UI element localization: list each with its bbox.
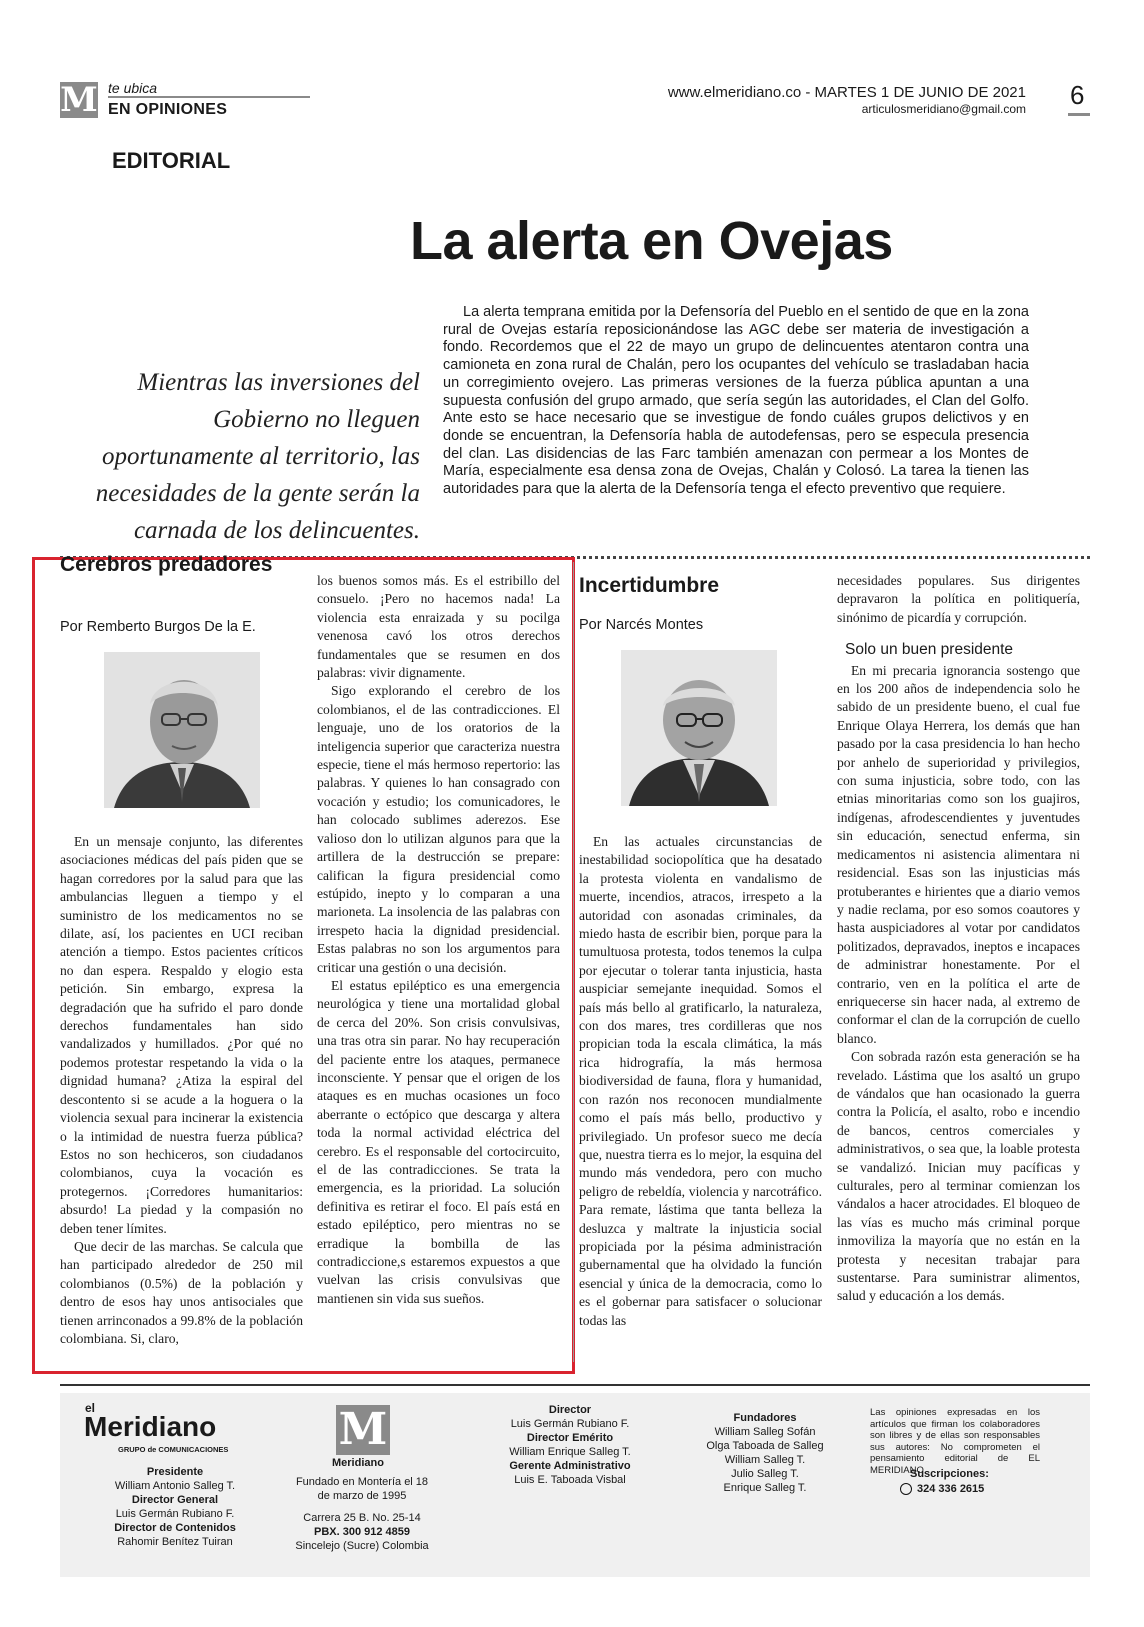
article1-byline: Por Remberto Burgos De la E. [60,619,256,635]
bottom-rule [60,1384,1090,1386]
label: Director de Contenidos [114,1522,236,1534]
article1-title: Cerebros predadores [60,553,273,576]
article2-title: Incertidumbre [579,574,720,597]
article2-column2 [837,572,1080,1306]
author-photo-burgos [104,652,260,808]
subscriptions-phone: 324 336 2615 [917,1483,985,1495]
article1-column2 [317,572,560,1308]
brand-subtitle: GRUPO de COMUNICACIONES [118,1445,229,1454]
article1-column1 [60,833,303,1348]
label: Director General [131,1494,219,1506]
address: Carrera 25 B. No. 25-14 [303,1512,421,1524]
meridiano-logo: M [60,80,98,120]
article2-subhead: Solo un buen presidente [845,641,1014,659]
name: William Antonio Salleg T. [114,1480,236,1492]
name: William Salleg T. [724,1454,806,1466]
paragraph: los buenos somos más. Es el estribillo del consuelo. ¡Pero no hacemos nada! La violencia esta enraizada y su pocilga venenosa cavó los otros derechos fundamentales que se resumen en dos palabras: vivir dignamente. [317,573,560,681]
paragraph: En un mensaje conjunto, las diferentes asociaciones médicas del país piden que se hagan corredores por la salud para que las ambulancias lleguen a tiempo y el suministro de los medicamentos no se dilate, así, los pacientes en UCI reciban atención a tiempo. Estos pacientes críticos no dan espera. Respaldo y elogio esta petición. Sin embargo, expresa la degradación que ha sufrido el paro donde derechos fundamentales han sido vandalizados y humillados. ¿Por qué no podemos protestar respetando la vida o la dignidad humana? ¿Atiza la espiral del descontento si se acude a la hoguera o la violencia sexual para incinerar la existencia o la intimidad de nuestra fuerza pública? Estos no son hechiceros, son ciudadanos colombianos, cuya la vocación es protegernos. ¡Corredores humanitarios: absurdo! La piedad y la compasión no deben tener límites. [60,834,303,1236]
label: Director Emérito [526,1432,614,1444]
tagline: te ubica [108,80,158,96]
page-number: 6 [1070,80,1085,110]
email-link[interactable]: articulosmeridiano@gmail.com [861,102,1026,116]
editorial-headline: La alerta en Ovejas [410,211,893,271]
name: Olga Taboada de Salleg [706,1440,824,1452]
editorial-body: La alerta temprana emitida por la Defensoría del Pueblo en el sentido de que en la zona rural de Ovejas estaría reposicionándose las AGC debe ser materia de investigación a fondo. Recordemos que el 22 de mayo un grupo de delincuentes atentaron contra una camioneta en zona rural de Chalán, pero los ocupantes del vehículo se trasladaban hacia un corregimiento ovejero. Las primeras versiones de la fuerza pública apuntan a una supuesta confusión del grupo armado, que sería según las autoridades, el Clan del Golfo. Ante esto se hace necesario que se investigue de fondo cuáles grupos delictivos y en donde se encuentran, la Defensoría habla de autodefensas, pero se especula presencia del clan. Las disidencias de las Farc también amenazan con permear a los Montes de María, especialmente esa densa zona de Ovejas, Chalán y Colosó. La tarea la tienen las autoridades para que la alerta de la Defensoría tenga el efecto preventivo que requiere. [443,304,1029,498]
founding-info [292,1475,432,1553]
subscriptions-label: Suscripciones: [910,1468,989,1480]
meridiano-logo-large: M [336,1405,390,1455]
label: Gerente Administrativo [509,1460,631,1472]
pullquote: Mientras las inversiones del Gobierno no lleguen oportunamente al territorio, las necesidades de la gente serán la carnada de los delincuentes. [95,369,420,544]
article2-byline: Por Narcés Montes [579,617,704,633]
subscriptions-contact[interactable] [900,1483,984,1495]
column-separator [573,562,574,1362]
brand-small: el [85,1401,96,1415]
paragraph: Que decir de las marchas. Se calcula que han participado alrededor de 250 mil colombianos (0.5%) de la población y dentro de esos hay unos antisociales que tienen arrinconados a 99.8% de la población colombiana. Si, claro, [60,1238,303,1346]
page-number-rule [1068,113,1090,116]
paragraph: Sigo explorando el cerebro de los colombianos, el de las contradicciones. El lenguaje, uno de los oratorios de la inteligencia superior que caracteriza nuestra especie, tiene el más hermoso repertorio: las palabras. Y quienes lo han consagrado con vocación y estudio; los comunicadores, le han colocado sublimes aderezos. Ese valioso don lo utilizan algunos para que la artillera de la destrucción se prepare: califican la figura presidencial como estúpido, inepto y lo comparan a una marioneta. La insolencia de las palabras con irrespeto hacia la dignidad presidencial. Estas palabras no son los argumentos para criticar una gestión o una decisión. [317,683,560,975]
label: Presidente [146,1466,204,1478]
article2-column1 [579,833,822,1330]
name: Julio Salleg T. [731,1468,799,1480]
date-line: www.elmeridiano.co - MARTES 1 DE JUNIO DE 2021 [667,84,1026,101]
brand-name: Meridiano [84,1411,217,1442]
founders-block [680,1411,850,1495]
section-label: EN OPINIONES [108,101,228,118]
logo-name: Meridiano [332,1457,384,1469]
name: William Enrique Salleg T. [509,1446,631,1458]
whatsapp-icon [900,1483,912,1495]
phone: PBX. 300 912 4859 [313,1526,411,1538]
name: Rahomir Benítez Tuiran [117,1536,233,1548]
disclaimer: Las opiniones expresadas en los artículos que firman los colaboradores son libres y de ellas son responsables sus autores: No comprometen el pensamiento editorial de EL MERIDIANO. [870,1407,1040,1476]
name: Luis Germán Rubiano F. [510,1418,630,1430]
masthead-footer [60,1393,1090,1577]
staff-block-left [70,1465,280,1549]
paragraph: En mi precaria ignorancia sostengo que en los 200 años de independencia solo he sabido de un presidente bueno, el cual fue Enrique Olaya Herrera, los demás que han pasado por la casa presidencia lo han hecho por anhelo de superioridad y privilegios, con suma injusticia, sobre todo, con las etnias minoritarias como son los guajiros, indígenas, afrodescendientes y juventudes sin educación, senectud enferma, sin medicamentos ni asistencia alimentara ni residencial. Esas son las injusticias más protuberantes e hirientes que a diario vemos y nadie reclama, por eso somos coautores y hasta auspiciadores al votar por candidatos politizados, depravados, ineptos e incapaces de administrar honestamente. Por el contrario, ven en la política el arte de enriquecerse sin hacer nada, al extremo de conformar el clan de la corrupción de cuello blanco. [837,662,1080,1046]
header-rule [108,96,310,98]
founded-text: Fundado en Montería el 18 de marzo de 1995 [295,1476,429,1502]
paragraph: El estatus epiléptico es una emergencia neurológica y tiene una mortalidad global de cerca del 20%. Son crisis convulsivas, una tras otra sin parar. No hay recuperación del paciente entre los ataques, permanece inconsciente. Y pensar que el origen de los ataques es en muchas ocasiones un foco aberrante o ectópico que descarga y altera toda la normal actividad eléctrica del cerebro. Es el responsable del cortocircuito, el de las contradicciones. Se trata la emergencia, es la prioridad. La solución definitiva es retirar el foco. El país está en estado epiléptico, pero mientras no se erradique la bombilla de las contradiccione,s estaremos expuestos a que vuelvan las crisis convulsivas que mantienen sin vida sus sueños. [317,977,560,1306]
paragraph: Con sobrada razón esta generación se ha revelado. Lástima que los asaltó un grupo de vándalos que han ocasionado la guerra contra la Policía, el asalto, robo e incendio de bancos, centros comerciales y administrativos, o sea que, la loable protesta se vandalizó. Inician muy pacíficas y culturales, pero al terminar comienzan los vándalos a hacer atrocidades. El bloqueo de las vías es mucho más criminal porque inmoviliza la mayoría que no están en la protesta y necesitan trabajar para sustentarse. Para suministrar alimentos, salud y educación a los demás. [837,1049,1080,1304]
name: Enrique Salleg T. [723,1482,807,1494]
editorial-label: EDITORIAL [112,148,231,173]
staff-block-center [480,1403,660,1487]
paragraph: necesidades populares. Sus dirigentes depravaron la política en politiquería, sinónimo de picardía y corrupción. [837,573,1080,625]
name: Luis E. Taboada Visbal [514,1474,626,1486]
name: William Salleg Sofán [714,1426,816,1438]
paragraph: En las actuales circunstancias de inestabilidad sociopolítica que ha desatado la protesta violenta en vandalismo de muerte, incendios, atracos, irrespeto a la autoridad con asonadas criminales, da miedo hasta de escribir bien, porque para la tumultuosa protesta, todos tenemos la culpa por ejecutar o tolerar tanta injusticia, hasta auspiciar semejante inequidad. Somos el país más bello al gratificarlo, la naturaleza, con dos mares, tres cordilleras que nos propician toda la escala climática, la más rica hidrografía, la más hermosa biodiversidad de fauna, flora y humanidad, con razón nos reconocen mundialmente como el país más bello, productivo y privilegiado. Un profesor sueco me decía que, nuestra tierra es lo mejor, la esquina del mundo más vendedora, pero con mucho peligro de rebeldía, violencia y narcotráfico. Para remate, lástima que tanta belleza la desluzca y maltrate la injusticia social propiciada por la pésima administración gubernamental que ha olvidado la función esencial y única de la democracia, como lo es el gobernar para satisfacer o solucionar todas las [579,834,822,1328]
author-photo-montes [621,650,777,806]
label: Director [548,1404,592,1416]
city: Sincelejo (Sucre) Colombia [295,1540,429,1552]
label: Fundadores [733,1412,797,1424]
name: Luis Germán Rubiano F. [115,1508,235,1520]
